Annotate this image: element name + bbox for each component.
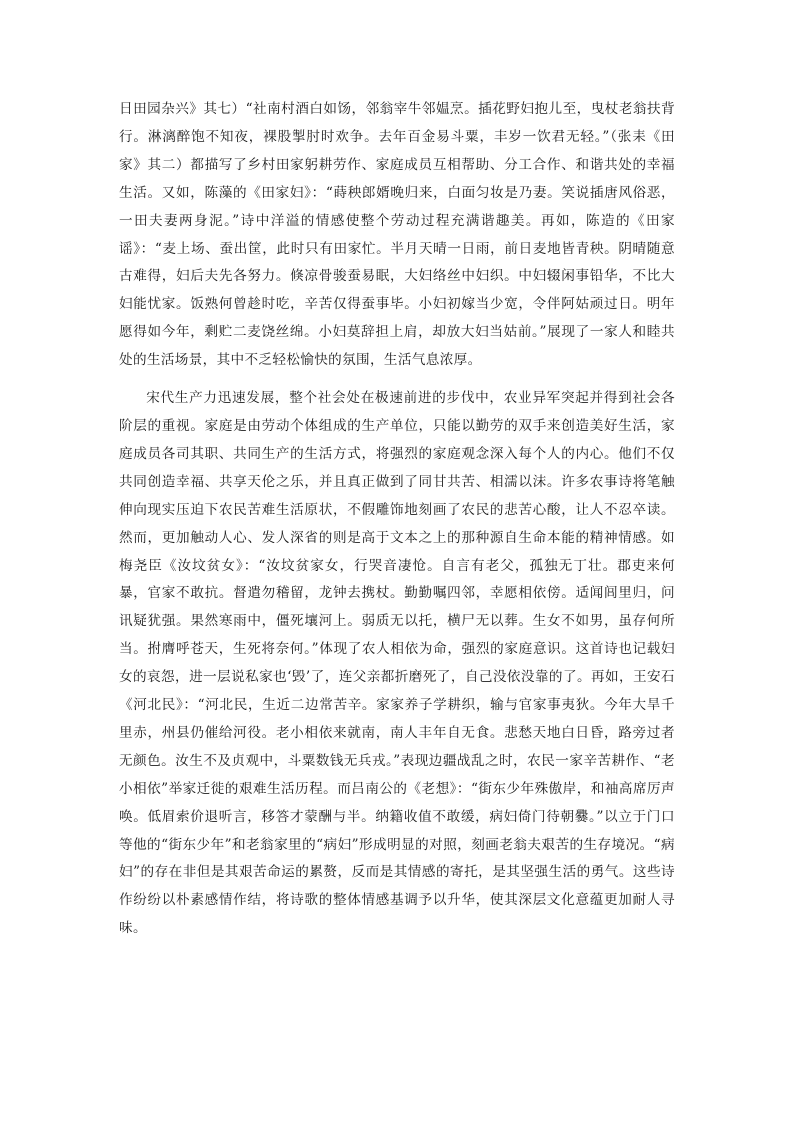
body-text xyxy=(119,96,675,943)
paragraph-1: 日田园杂兴》其七）“社南村酒白如饧，邻翁宰牛邻媪烹。插花野妇抱儿至，曳杖老翁扶背行。淋漓醉饱不知夜，裸股掣肘时欢争。去年百金易斗粟，丰岁一饮君无轻。”（张耒《田家》其二）都描写了乡村田家躬耕劳作、家庭成员互相帮助、分工合作、和谐共处的幸福生活。又如，陈藻的《田家妇》：“蒔秧郎婿晚归来，白面匀妆是乃妻。笑说插唐风俗恶，一田夫妻两身泥。”诗中洋溢的情感使整个劳动过程充满谐趣美。再如，陈造的《田家谣》：“麦上场、蚕出筐，此时只有田家忙。半月天晴一日雨，前日麦地皆青秧。阴晴随意古难得，妇后夫先各努力。倏凉骨骏蚕易眠，大妇络丝中妇织。中妇辍闲事铅华，不比大妇能忧家。饭熟何曾趁时吃，辛苦仅得蚕事毕。小妇初嫁当少宽，令伴阿姑顽过日。明年愿得如今年，剩贮二麦饶丝绵。小妇莫辞担上肩，却放大妇当姑前。”展现了一家人和睦共处的生活场景，其中不乏轻松愉快的氛围，生活气息浓厚。 xyxy=(119,101,675,369)
paragraph-2: 宋代生产力迅速发展，整个社会处在极速前进的步伐中，农业异军突起并得到社会各阶层的重视。家庭是由劳动个体组成的生产单位，只能以勤劳的双手来创造美好生活，家庭成员各司其职、共同生产的生活方式，将强烈的家庭观念深入每个人的内心。他们不仅共同创造幸福、共享天伦之乐，并且真正做到了同甘共苦、相濡以沫。许多农事诗将笔触伸向现实压迫下农民苦难生活原状，不假雕饰地刻画了农民的悲苦心酸，让人不忍卒读。然而，更加触动人心、发人深省的则是高于文本之上的那种源自生命本能的精神情感。如梅尧臣《汝坟贫女》：“汝坟贫家女，行哭音凄怆。自言有老父，孤独无丁壮。郡吏来何暴，官家不敢抗。督遣勿稽留，龙钟去携杖。勤勤嘱四邻，幸愿相依傍。适闻闾里归，问讯疑犹强。果然寒雨中，僵死壤河上。弱质无以托，横尸无以葬。生女不如男，虽存何所当。拊膺呼苍天，生死将奈何。”体现了农人相依为命，强烈的家庭意识。这首诗也记载妇女的哀怨，进一层说私家也‘毁’了，连父亲都折磨死了，自己没依没靠的了。再如，王安石《河北民》：“河北民，生近二边常苦辛。家家养子学耕织，输与官家事夷狄。今年大旱千里赤，州县仍催给河役。老小相依来就南，南人丰年自无食。悲愁天地白日昏，路旁过者无颜色。汝生不及贞观中，斗粟数钱无兵戎。”表现边疆战乱之时，农民一家辛苦耕作、“老小相依”举家迁徙的艰难生活历程。而吕南公的《老想》：“街东少年殊傲岸，和袖高席厉声唤。低眉索价退听言，移答才蒙酬与半。纳籍收值不敢缓，病妇倚门待朝爨。”以立于门口等他的“街东少年”和老翁家里的“病妇”形成明显的对照，刻画老翁夫艰苦的生存境况。“病妇”的存在非但是其艰苦命运的累赘，反而是其情感的寄托，是其坚强生活的勇气。这些诗作纷纷以朴素感情作结，将诗歌的整体情感基调予以升华，使其深层文化意蕴更加耐人寻味。 xyxy=(119,390,675,937)
